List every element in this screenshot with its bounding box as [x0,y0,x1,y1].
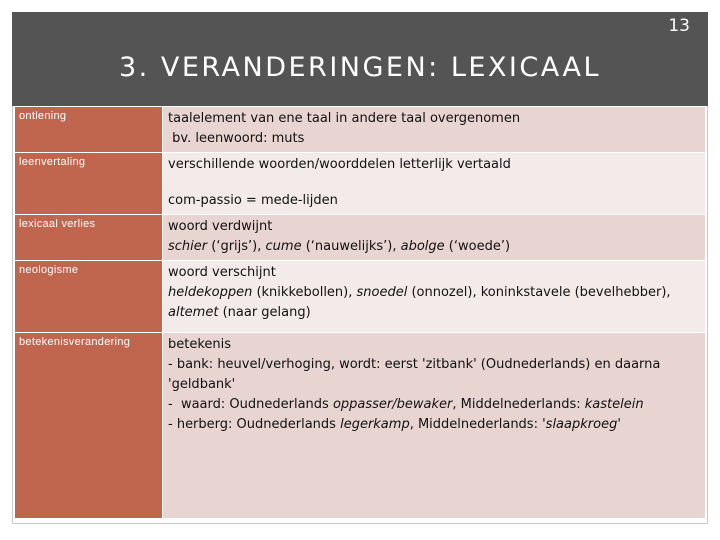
definition-cell [163,153,706,215]
example-word: snoedel [356,285,408,300]
spacer [168,175,700,191]
term-cell: ontlening [15,107,163,153]
definition-line: woord verschijnt [168,265,276,280]
line-text: , Middelnederlands: ' [409,417,546,432]
definition-line [168,415,700,435]
definition-line: taalelement van ene taal in andere taal overgenomen [168,111,521,126]
example-word: oppasser/bewaker [332,397,453,412]
line-text: - herberg: Oudnederlands [168,417,341,432]
example-gloss: (‘woede’) [444,239,511,254]
definition-cell [163,261,706,333]
slide-title: 3. VERANDERINGEN: LEXICAAL [119,52,601,83]
example-word: abolge [400,239,445,254]
slide-number: 13 [668,16,690,36]
term-cell: betekenisverandering [15,333,163,519]
example-gloss: (‘grijs’), [207,239,266,254]
definition-line: com-passio = mede-lijden [168,193,338,208]
term-cell: lexicaal verlies [15,215,163,261]
example-word: altemet [168,305,219,320]
slide-header [12,12,708,106]
spacer [168,323,700,329]
example-word: slaapkroeg [545,417,618,432]
line-text: ' [617,417,621,432]
definition-line: woord verdwijnt [168,219,273,234]
line-text: - waard: Oudnederlands [168,397,333,412]
example-word: heldekoppen [168,285,253,300]
example-word: kastelein [584,397,644,412]
term-cell: leenvertaling [15,153,163,215]
definition-cell [163,107,706,153]
example-gloss: (‘nauwelijks’), [301,239,401,254]
definition-line: bv. leenwoord: muts [168,131,305,146]
table-row [15,153,706,215]
example-word: schier [168,239,208,254]
example-gloss: (knikkebollen), [252,285,357,300]
example-gloss: (onnozel), koninkstavele (bevelhebber), [407,285,671,300]
line-text: , Middelnederlands: [452,397,585,412]
table-row [15,333,706,519]
definition-line [168,395,700,415]
example-line [168,237,700,257]
example-word: legerkamp [340,417,410,432]
definition-line: betekenis [168,337,232,352]
example-line [168,283,700,303]
definition-cell [163,333,706,519]
definition-line: verschillende woorden/woorddelen letterlijk vertaald [168,157,511,172]
term-cell: neologisme [15,261,163,333]
table-row [15,215,706,261]
definition-line: - bank: heuvel/verhoging, wordt: eerst 'zitbank' (Oudnederlands) en daarna 'geldbank' [168,357,661,392]
terms-table [14,106,706,519]
definition-cell [163,215,706,261]
table-row [15,261,706,333]
example-word: cume [265,239,302,254]
example-line [168,303,700,323]
example-gloss: (naar gelang) [218,305,311,320]
table-row [15,107,706,153]
